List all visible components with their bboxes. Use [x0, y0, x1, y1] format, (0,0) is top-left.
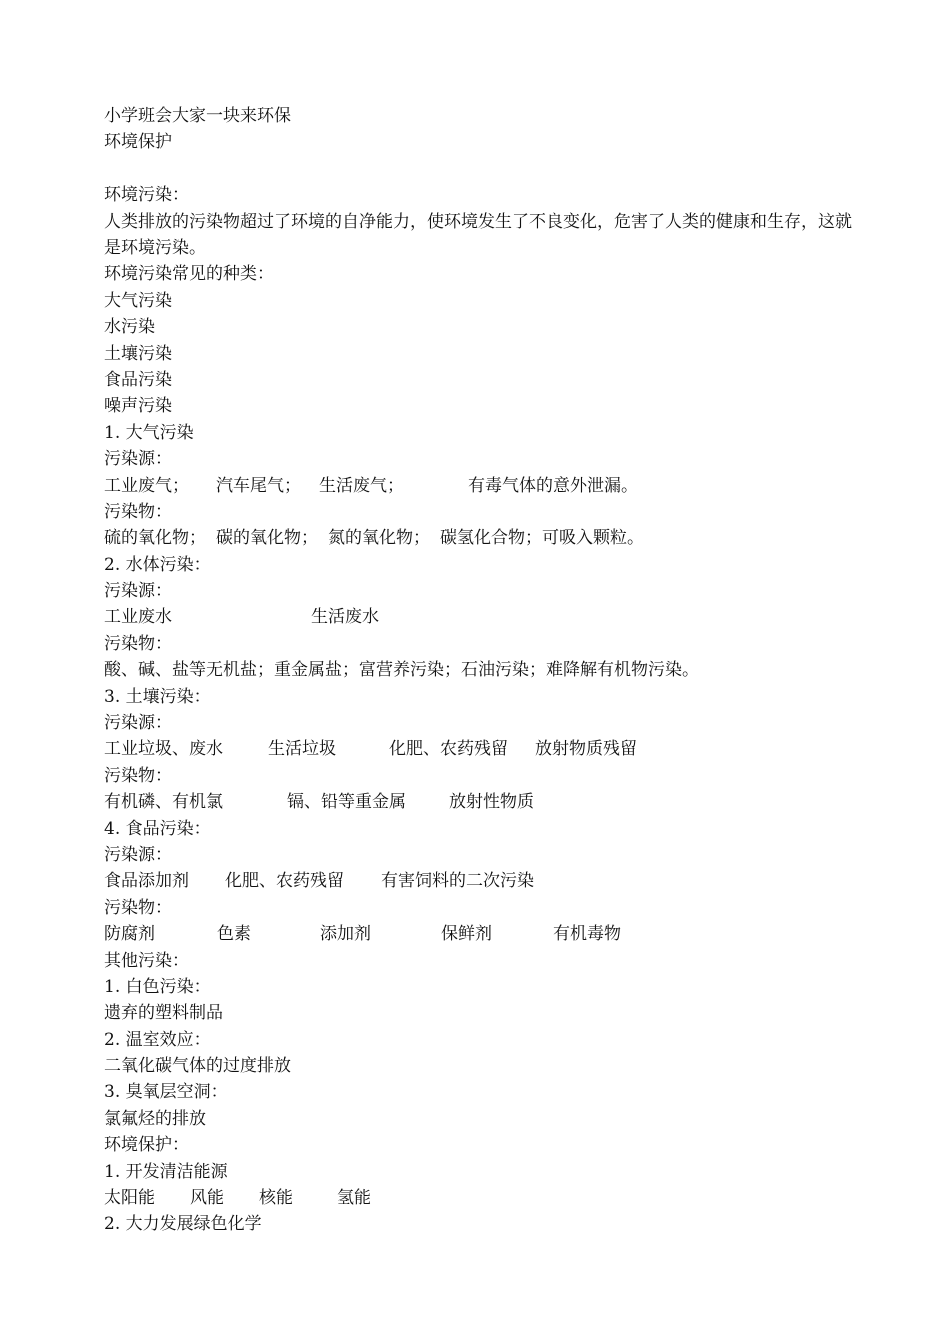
other-item-label: 2. 温室效应：	[104, 1029, 211, 1050]
air-source-label: 污染源：	[104, 449, 172, 470]
document-title: 小学班会大家一块来环保	[104, 106, 291, 126]
pollution-heading: 环境污染：	[104, 185, 189, 206]
soil-pollutant-label: 污染物：	[104, 765, 172, 786]
energy-row	[104, 1185, 864, 1211]
type-item: 水污染	[104, 317, 155, 338]
protection-item: 2. 大力发展绿色化学	[104, 1214, 262, 1235]
food-source-label: 污染源：	[104, 844, 172, 865]
document-body	[104, 103, 864, 1238]
air-pollutant-item: 碳氢化合物；可吸入颗粒。	[440, 528, 644, 549]
food-sources-row	[104, 868, 864, 894]
water-sources-row	[104, 604, 864, 630]
air-sources-row	[104, 473, 864, 499]
food-pollutants-row	[104, 921, 864, 947]
soil-pollutant-item: 放射性物质	[449, 792, 534, 813]
soil-pollutants-row	[104, 789, 864, 815]
food-pollutant-item: 有机毒物	[553, 924, 621, 945]
air-pollutants-row	[104, 525, 864, 551]
protection-item: 1. 开发清洁能源	[104, 1161, 228, 1182]
food-pollutant-item: 防腐剂	[104, 924, 155, 945]
food-pollutant-label: 污染物：	[104, 897, 172, 918]
soil-pollutant-item: 有机磷、有机氯	[104, 792, 223, 813]
air-source-item: 有毒气体的意外泄漏。	[468, 475, 638, 496]
water-source-label: 污染源：	[104, 581, 172, 602]
energy-item: 氢能	[337, 1188, 371, 1209]
soil-source-item: 工业垃圾、废水	[104, 739, 223, 760]
type-item: 土壤污染	[104, 343, 172, 364]
water-source-item: 工业废水	[104, 607, 172, 628]
soil-sources-row	[104, 736, 864, 762]
food-source-item: 食品添加剂	[104, 871, 189, 892]
type-item: 大气污染	[104, 290, 172, 311]
other-item-label: 1. 白色污染：	[104, 976, 211, 997]
air-pollutant-label: 污染物：	[104, 501, 172, 522]
types-heading: 环境污染常见的种类：	[104, 264, 274, 285]
air-pollutant-item: 碳的氧化物；	[216, 528, 318, 549]
water-source-item: 生活废水	[311, 607, 379, 628]
energy-item: 太阳能	[104, 1188, 155, 1209]
soil-source-item: 生活垃圾	[268, 739, 336, 760]
soil-source-item: 放射物质残留	[535, 739, 637, 760]
food-pollutant-item: 色素	[217, 924, 251, 945]
protection-heading: 环境保护：	[104, 1135, 189, 1156]
food-source-item: 有害饲料的二次污染	[381, 871, 534, 892]
water-pollutants: 酸、碱、盐等无机盐；重金属盐；富营养污染；石油污染；难降解有机物污染。	[104, 660, 699, 681]
energy-item: 核能	[259, 1188, 293, 1209]
air-source-item: 生活废气；	[319, 475, 404, 496]
water-heading: 2. 水体污染：	[104, 554, 211, 575]
soil-source-item: 化肥、农药残留	[389, 739, 508, 760]
food-heading: 4. 食品污染：	[104, 818, 211, 839]
pollution-definition: 人类排放的污染物超过了环境的自净能力，使环境发生了不良变化，危害了人类的健康和生存，这就是环境污染。	[104, 211, 852, 258]
air-pollutant-item: 氮的氧化物；	[328, 528, 430, 549]
energy-item: 风能	[190, 1188, 224, 1209]
food-pollutant-item: 添加剂	[320, 924, 371, 945]
air-source-item: 汽车尾气；	[216, 475, 301, 496]
other-heading: 其他污染：	[104, 950, 189, 971]
soil-source-label: 污染源：	[104, 713, 172, 734]
food-source-item: 化肥、农药残留	[225, 871, 344, 892]
type-item: 食品污染	[104, 369, 172, 390]
other-item-detail: 二氧化碳气体的过度排放	[104, 1056, 291, 1077]
soil-heading: 3. 土壤污染：	[104, 686, 211, 707]
blank-line	[104, 156, 864, 182]
air-pollutant-item: 硫的氧化物；	[104, 528, 206, 549]
air-source-item: 工业废气；	[104, 475, 189, 496]
water-pollutant-label: 污染物：	[104, 633, 172, 654]
other-item-detail: 遗弃的塑料制品	[104, 1003, 223, 1024]
food-pollutant-item: 保鲜剂	[441, 924, 492, 945]
document-subtitle: 环境保护	[104, 132, 172, 153]
other-item-label: 3. 臭氧层空洞：	[104, 1082, 228, 1103]
other-item-detail: 氯氟烃的排放	[104, 1108, 206, 1129]
air-heading: 1. 大气污染	[104, 422, 194, 443]
soil-pollutant-item: 镉、铅等重金属	[287, 792, 406, 813]
type-item: 噪声污染	[104, 396, 172, 417]
